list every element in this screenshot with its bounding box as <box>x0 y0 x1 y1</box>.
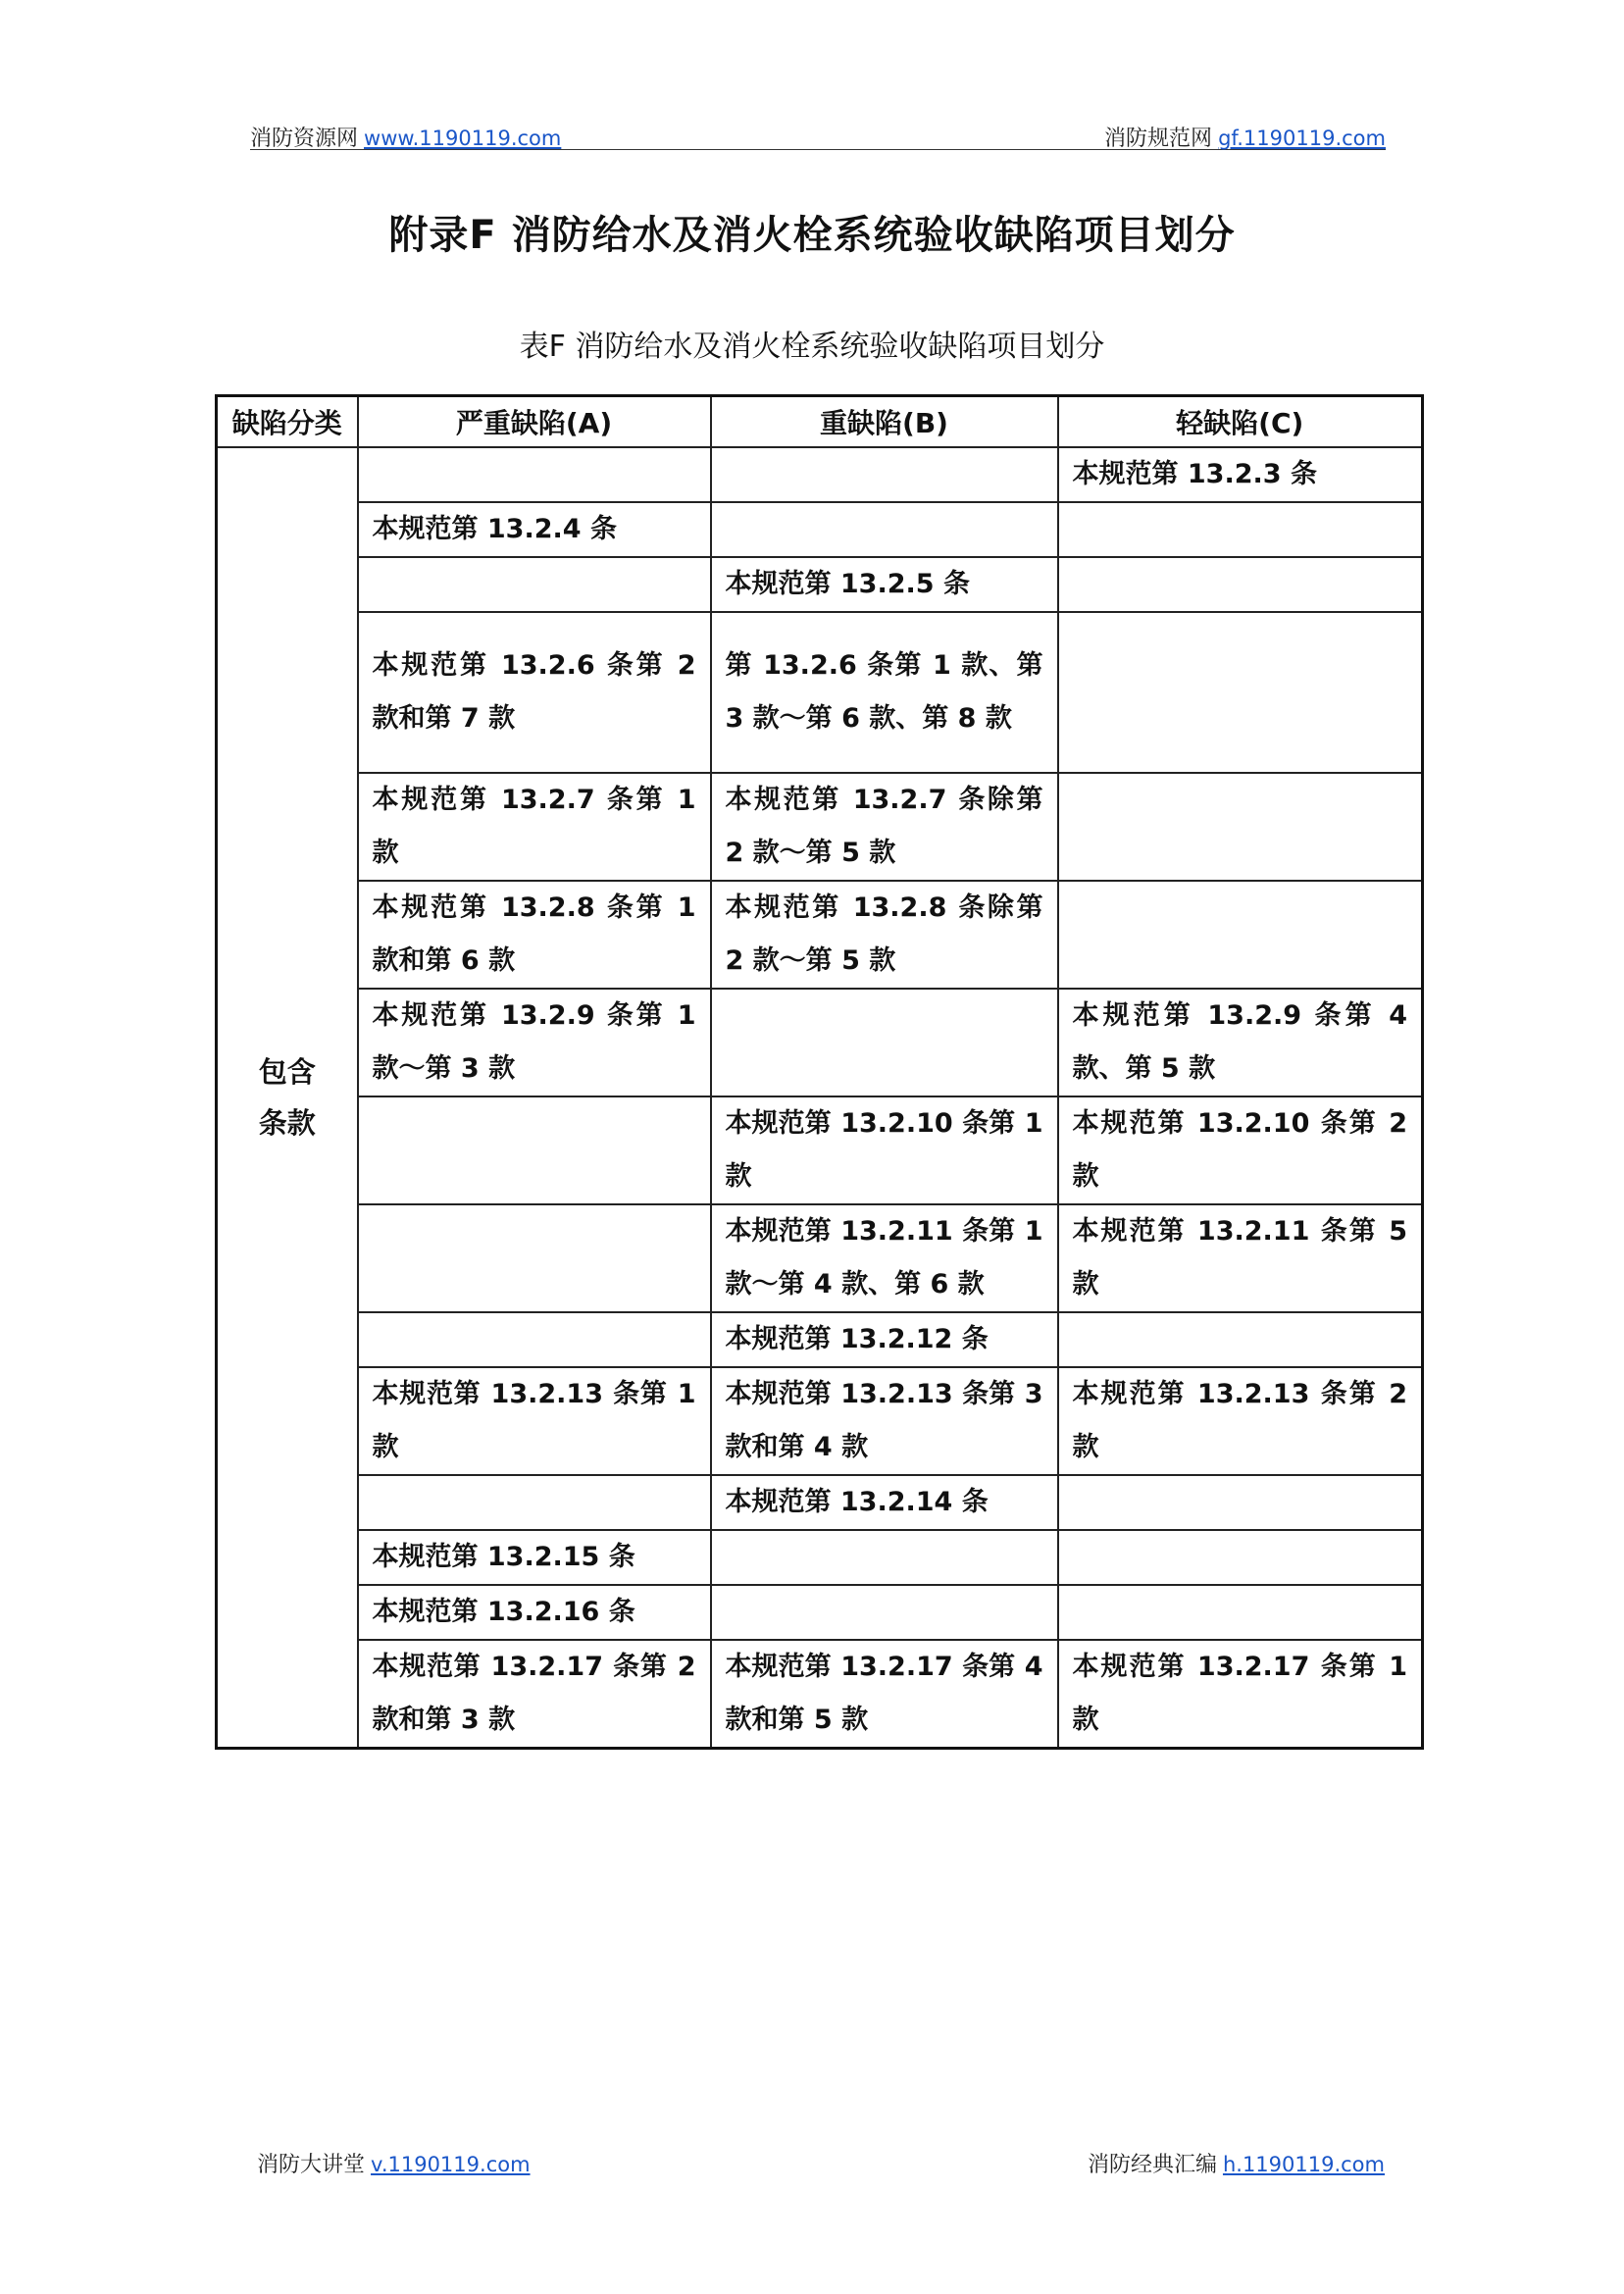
cell-a <box>358 447 711 502</box>
header-minor-defect: 轻缺陷(C) <box>1058 396 1423 448</box>
cell-b <box>711 989 1058 1096</box>
cell-b: 本规范第 13.2.7 条除第 2 款～第 5 款 <box>711 773 1058 881</box>
cell-b: 本规范第 13.2.11 条第 1 款～第 4 款、第 6 款 <box>711 1204 1058 1312</box>
cell-b <box>711 502 1058 557</box>
header-right-link[interactable]: gf.1190119.com <box>1218 127 1386 150</box>
cell-a: 本规范第 13.2.7 条第 1 款 <box>358 773 711 881</box>
table-row <box>217 1585 1423 1640</box>
footer-left-site-name: 消防大讲堂 <box>257 2153 366 2177</box>
cell-c <box>1058 1585 1423 1640</box>
table-row <box>217 1312 1423 1367</box>
cell-b: 本规范第 13.2.8 条除第 2 款～第 5 款 <box>711 881 1058 989</box>
cell-c: 本规范第 13.2.3 条 <box>1058 447 1423 502</box>
table-row <box>217 1640 1423 1749</box>
table-row <box>217 1475 1423 1530</box>
table-row <box>217 557 1423 612</box>
cell-b: 本规范第 13.2.17 条第 4 款和第 5 款 <box>711 1640 1058 1749</box>
header-severe-defect: 严重缺陷(A) <box>358 396 711 448</box>
footer-right-site-name: 消防经典汇编 <box>1087 2153 1217 2177</box>
table-header-row <box>217 396 1423 448</box>
cell-a: 本规范第 13.2.15 条 <box>358 1530 711 1585</box>
cell-a <box>358 1096 711 1204</box>
document-title: 附录F 消防给水及消火栓系统验收缺陷项目划分 <box>388 213 1236 258</box>
cell-b <box>711 447 1058 502</box>
header-left-link[interactable]: www.1190119.com <box>364 127 562 150</box>
cell-b: 本规范第 13.2.12 条 <box>711 1312 1058 1367</box>
cell-b <box>711 1530 1058 1585</box>
footer-right <box>1088 2148 1385 2178</box>
cell-a: 本规范第 13.2.13 条第 1 款 <box>358 1367 711 1475</box>
cell-b: 第 13.2.6 条第 1 款、第 3 款～第 6 款、第 8 款 <box>711 612 1058 773</box>
cell-c <box>1058 502 1423 557</box>
cell-b: 本规范第 13.2.5 条 <box>711 557 1058 612</box>
cell-a: 本规范第 13.2.6 条第 2 款和第 7 款 <box>358 612 711 773</box>
cell-a <box>358 1475 711 1530</box>
header-major-defect: 重缺陷(B) <box>711 396 1058 448</box>
cell-c <box>1058 1530 1423 1585</box>
cell-c: 本规范第 13.2.17 条第 1 款 <box>1058 1640 1423 1749</box>
cell-c <box>1058 1312 1423 1367</box>
cell-c: 本规范第 13.2.11 条第 5 款 <box>1058 1204 1423 1312</box>
table-caption: 表F 消防给水及消火栓系统验收缺陷项目划分 <box>519 330 1105 364</box>
header-right <box>1104 122 1386 152</box>
header-left-site-name: 消防资源网 <box>250 127 359 151</box>
cell-c: 本规范第 13.2.10 条第 2 款 <box>1058 1096 1423 1204</box>
header-left <box>250 122 561 152</box>
table-row <box>217 1530 1423 1585</box>
cell-a: 本规范第 13.2.16 条 <box>358 1585 711 1640</box>
table-row <box>217 989 1423 1096</box>
category-cell <box>217 447 358 1749</box>
cell-c <box>1058 881 1423 989</box>
page-header <box>250 116 1386 150</box>
category-label: 包含条款 <box>258 1055 316 1140</box>
cell-c <box>1058 773 1423 881</box>
header-right-site-name: 消防规范网 <box>1104 127 1213 151</box>
cell-a: 本规范第 13.2.9 条第 1 款～第 3 款 <box>358 989 711 1096</box>
cell-a <box>358 1204 711 1312</box>
cell-a: 本规范第 13.2.8 条第 1 款和第 6 款 <box>358 881 711 989</box>
footer-left-link[interactable]: v.1190119.com <box>371 2153 531 2176</box>
cell-b: 本规范第 13.2.13 条第 3 款和第 4 款 <box>711 1367 1058 1475</box>
cell-c <box>1058 1475 1423 1530</box>
cell-a <box>358 1312 711 1367</box>
defect-table <box>215 394 1424 1750</box>
table-row <box>217 1204 1423 1312</box>
table-row <box>217 1367 1423 1475</box>
cell-a <box>358 557 711 612</box>
cell-c: 本规范第 13.2.9 条第 4 款、第 5 款 <box>1058 989 1423 1096</box>
cell-c: 本规范第 13.2.13 条第 2 款 <box>1058 1367 1423 1475</box>
cell-c <box>1058 557 1423 612</box>
cell-a: 本规范第 13.2.4 条 <box>358 502 711 557</box>
header-defect-category: 缺陷分类 <box>217 396 358 448</box>
cell-c <box>1058 612 1423 773</box>
table-row <box>217 773 1423 881</box>
table-row <box>217 1096 1423 1204</box>
footer-left <box>257 2148 531 2178</box>
table-row <box>217 447 1423 502</box>
cell-a: 本规范第 13.2.17 条第 2 款和第 3 款 <box>358 1640 711 1749</box>
table-row <box>217 612 1423 773</box>
cell-b: 本规范第 13.2.10 条第 1 款 <box>711 1096 1058 1204</box>
cell-b <box>711 1585 1058 1640</box>
cell-b: 本规范第 13.2.14 条 <box>711 1475 1058 1530</box>
table-row <box>217 881 1423 989</box>
table-row <box>217 502 1423 557</box>
defect-table-wrapper <box>215 394 1421 1750</box>
footer-right-link[interactable]: h.1190119.com <box>1222 2153 1385 2176</box>
